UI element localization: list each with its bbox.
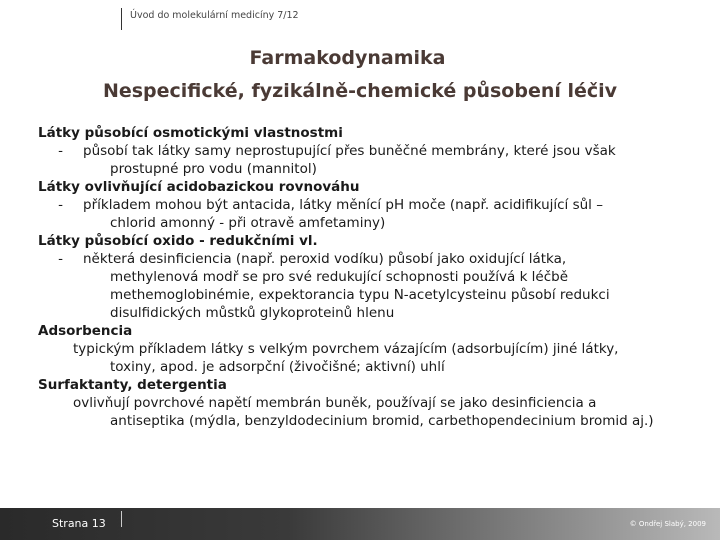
heading-acidobasic: Látky ovlivňující acidobazickou rovnováhu [38,179,360,195]
footer-divider [121,511,122,527]
slide-subtitle: Nespecifické, fyzikálně-chemické působení léčiv [102,80,618,102]
text-surfactants-1: ovlivňují povrchové napětí membrán buněk, používají se jako desinficiencia a [73,395,597,411]
text-acidobasic-2: chlorid amonný - při otravě amfetaminy) [110,215,386,231]
bullet-dash: - [58,143,63,159]
heading-surfactants: Surfaktanty, detergentia [38,377,227,393]
text-adsorbents-2: toxiny, apod. je adsorpční (živočišné; aktivní) uhlí [110,359,445,375]
text-redox-2: methylenová modř se pro své redukující schopnosti používá k léčbě [110,269,569,285]
slide-content [38,124,698,430]
header-divider [121,8,122,30]
copyright: © Ondřej Slabý, 2009 [629,520,706,528]
course-header: Úvod do molekulární medicíny 7/12 [130,10,299,21]
footer-bar [0,508,720,540]
text-redox-4: disulfidických můstků glykoproteinů hlenu [110,305,395,321]
bullet-dash: - [58,251,63,267]
bullet-dash: - [58,197,63,213]
text-adsorbents-1: typickým příkladem látky s velkým povrchem vázajícím (adsorbujícím) jiné látky, [73,341,619,357]
page-number: Strana 13 [52,517,106,530]
text-osmotic-2: prostupné pro vodu (mannitol) [110,161,317,177]
text-redox-1: některá desinficiencia (např. peroxid vodíku) působí jako oxidující látka, [83,251,567,267]
text-redox-3: methemoglobinémie, expektorancia typu N-acetylcysteinu působí redukci [110,287,610,303]
text-surfactants-2: antiseptika (mýdla, benzyldodecinium bromid, carbethopendecinium bromid aj.) [110,413,654,429]
heading-osmotic: Látky působící osmotickými vlastnostmi [38,125,343,141]
slide-title: Farmakodynamika [249,47,446,69]
text-acidobasic-1: příkladem mohou být antacida, látky měnící pH moče (např. acidifikující sůl – [83,197,603,213]
heading-adsorbents: Adsorbencia [38,323,133,339]
heading-redox: Látky působící oxido - redukčními vl. [38,233,318,249]
text-osmotic-1: působí tak látky samy neprostupující přes buněčné membrány, které jsou však [83,143,616,159]
